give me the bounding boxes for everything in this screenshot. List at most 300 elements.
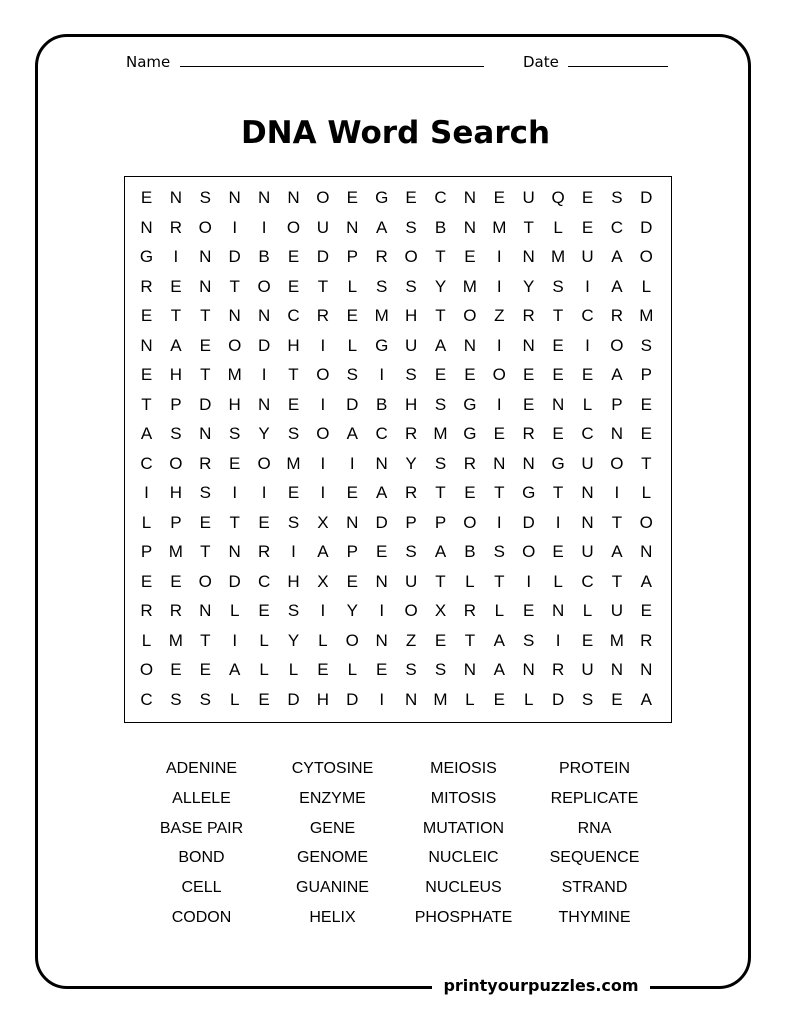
grid-letter: I: [320, 335, 326, 355]
grid-letter: N: [199, 601, 212, 620]
word-list-item: NUCLEUS: [425, 879, 502, 897]
grid-letter: L: [523, 689, 534, 709]
grid-letter: N: [140, 335, 153, 355]
grid-letter: S: [199, 188, 211, 207]
word-list-item: GENOME: [296, 849, 369, 867]
grid-letter: A: [611, 365, 623, 384]
grid-letter: G: [375, 335, 389, 355]
grid-letter: C: [287, 306, 300, 325]
grid-letter: E: [552, 424, 564, 443]
grid-letter: A: [434, 335, 447, 355]
word-list-item: RNA: [577, 819, 612, 837]
grid-letter: T: [552, 306, 564, 325]
page-title: DNA Word Search: [240, 115, 551, 151]
grid-letter: I: [496, 335, 502, 355]
grid-letter: I: [496, 394, 502, 414]
grid-letter: D: [346, 689, 359, 709]
grid-letter: O: [492, 365, 506, 384]
grid-letter: T: [611, 571, 623, 591]
grid-letter: B: [434, 217, 447, 237]
grid-letter: H: [404, 306, 418, 325]
grid-letter: L: [641, 483, 652, 502]
grid-letter: O: [316, 188, 330, 207]
grid-letter: E: [493, 424, 505, 443]
grid-letter: N: [375, 453, 388, 473]
grid-letter: N: [199, 424, 212, 443]
grid-letter: A: [611, 542, 623, 561]
grid-letter: T: [317, 276, 329, 296]
grid-letter: O: [139, 660, 154, 679]
grid-letter: I: [320, 394, 326, 414]
grid-letter: G: [522, 483, 536, 502]
grid-letter: T: [200, 630, 211, 650]
word-list-item: HELIX: [309, 909, 356, 926]
grid-letter: E: [229, 453, 241, 473]
grid-letter: L: [494, 601, 505, 620]
grid-letter: P: [434, 512, 447, 532]
grid-letter: E: [581, 365, 594, 384]
grid-letter: N: [375, 630, 388, 650]
grid-letter: Z: [405, 630, 417, 650]
grid-letter: N: [463, 217, 477, 237]
grid-letter: R: [140, 276, 153, 296]
grid-letter: I: [144, 483, 149, 502]
grid-letter: G: [375, 188, 389, 207]
grid-letter: N: [404, 689, 418, 709]
grid-letter: E: [464, 483, 476, 502]
grid-letter: T: [552, 483, 564, 502]
grid-letter: N: [228, 542, 241, 561]
grid-letter: C: [581, 424, 594, 443]
grid-letter: S: [611, 188, 623, 207]
grid-letter: I: [349, 453, 355, 473]
grid-letter: I: [320, 453, 326, 473]
grid-letter: P: [140, 542, 153, 561]
grid-letter: E: [376, 660, 388, 679]
grid-letter: E: [170, 571, 182, 591]
grid-letter: O: [404, 601, 418, 620]
grid-letter: E: [287, 483, 300, 502]
grid-letter: R: [169, 217, 183, 237]
grid-letter: A: [140, 424, 153, 443]
grid-letter: B: [464, 542, 476, 561]
footer-line-right: [652, 986, 692, 988]
grid-letter: E: [434, 365, 447, 384]
grid-letter: R: [199, 453, 212, 473]
grid-letter: S: [405, 660, 417, 679]
grid-letter: R: [404, 424, 418, 443]
grid-letter: E: [258, 689, 270, 709]
grid-letter: S: [287, 424, 300, 443]
grid-letter: D: [199, 394, 212, 414]
grid-letter: D: [316, 247, 330, 266]
grid-letter: C: [257, 571, 271, 591]
grid-row: [125, 450, 671, 478]
grid-letter: G: [463, 424, 477, 443]
grid-letter: N: [257, 306, 271, 325]
grid-letter: R: [257, 542, 271, 561]
grid-letter: M: [286, 453, 301, 473]
word-list-item: MUTATION: [422, 819, 505, 837]
grid-letter: E: [434, 630, 447, 650]
grid-letter: H: [287, 335, 300, 355]
grid-letter: E: [581, 217, 594, 237]
grid-row: [125, 361, 671, 389]
grid-letter: E: [640, 424, 652, 443]
grid-letter: E: [140, 571, 153, 591]
grid-letter: N: [581, 483, 594, 502]
grid-letter: I: [261, 217, 267, 237]
grid-letter: L: [347, 335, 358, 355]
grid-letter: S: [493, 542, 505, 561]
grid-letter: R: [463, 453, 477, 473]
grid-letter: A: [317, 542, 329, 561]
grid-letter: E: [287, 394, 300, 414]
grid-letter: P: [170, 394, 182, 414]
word-list-item: GENE: [309, 819, 356, 837]
grid-letter: O: [286, 217, 301, 237]
grid-letter: E: [581, 630, 594, 650]
grid-letter: T: [494, 483, 505, 502]
grid-letter: E: [258, 512, 270, 532]
grid-letter: S: [523, 630, 535, 650]
grid-letter: Y: [287, 630, 300, 650]
grid-letter: O: [404, 247, 418, 266]
grid-letter: E: [640, 601, 652, 620]
grid-letter: E: [317, 660, 329, 679]
grid-letter: D: [346, 394, 359, 414]
grid-letter: E: [523, 394, 535, 414]
grid-letter: D: [228, 247, 241, 266]
grid-letter: A: [170, 335, 182, 355]
grid-letter: A: [376, 217, 388, 237]
grid-letter: H: [316, 689, 330, 709]
grid-letter: R: [140, 601, 153, 620]
grid-row: [125, 686, 671, 714]
grid-letter: Y: [346, 601, 358, 620]
grid-letter: Z: [494, 306, 505, 325]
grid-row: [125, 243, 671, 271]
grid-letter: U: [404, 335, 418, 355]
grid-letter: C: [140, 689, 153, 709]
grid-letter: U: [610, 601, 624, 620]
grid-letter: E: [287, 276, 300, 296]
grid-letter: T: [523, 217, 534, 237]
grid-letter: T: [464, 630, 476, 650]
grid-letter: D: [375, 512, 388, 532]
grid-letter: I: [320, 483, 326, 502]
grid-letter: M: [492, 217, 507, 237]
grid-row: [125, 538, 671, 566]
grid-letter: E: [493, 689, 505, 709]
grid-letter: A: [434, 542, 447, 561]
word-list-item: NUCLEIC: [428, 849, 499, 867]
grid-letter: N: [610, 424, 624, 443]
grid-letter: E: [376, 542, 388, 561]
grid-letter: E: [464, 365, 476, 384]
grid-letter: E: [346, 306, 358, 325]
grid-letter: M: [374, 306, 389, 325]
grid-letter: E: [581, 188, 594, 207]
grid-letter: U: [581, 542, 594, 561]
grid-letter: N: [551, 394, 565, 414]
grid-letter: E: [346, 188, 358, 207]
grid-letter: E: [346, 483, 358, 502]
grid-letter: P: [405, 512, 417, 532]
grid-letter: I: [173, 247, 179, 266]
grid-letter: S: [170, 689, 182, 709]
grid-letter: O: [522, 542, 536, 561]
grid-letter: L: [141, 630, 152, 650]
grid-letter: O: [257, 453, 271, 473]
grid-letter: R: [169, 601, 183, 620]
grid-letter: U: [581, 247, 594, 266]
grid-letter: N: [522, 247, 535, 266]
grid-letter: L: [259, 630, 269, 650]
grid-letter: I: [261, 483, 267, 502]
grid-letter: M: [168, 630, 183, 650]
grid-letter: A: [376, 483, 388, 502]
grid-letter: I: [555, 512, 561, 532]
grid-letter: D: [551, 689, 565, 709]
grid-letter: T: [200, 542, 211, 561]
grid-letter: R: [522, 306, 535, 325]
grid-letter: G: [463, 394, 477, 414]
word-list-item: ENZYME: [299, 789, 366, 807]
grid-letter: T: [170, 306, 182, 325]
grid-letter: A: [611, 247, 623, 266]
word-list: [136, 756, 660, 936]
grid-letter: N: [375, 571, 388, 591]
grid-letter: I: [496, 276, 502, 296]
grid-letter: T: [435, 306, 446, 325]
grid-row: [125, 420, 671, 448]
grid-letter: O: [198, 571, 212, 591]
word-list-item: GUANINE: [296, 879, 369, 897]
grid-letter: I: [232, 483, 238, 502]
grid-letter: T: [641, 453, 652, 473]
grid-row: [125, 302, 671, 330]
grid-letter: R: [316, 306, 330, 325]
word-list-item: ALLELE: [172, 789, 231, 807]
grid-row: [125, 568, 671, 596]
grid-letter: E: [346, 571, 358, 591]
grid-letter: Q: [551, 188, 565, 207]
date-line: [568, 66, 668, 67]
grid-letter: N: [522, 453, 535, 473]
grid-letter: M: [551, 247, 566, 266]
grid-letter: L: [465, 689, 475, 709]
grid-letter: E: [170, 276, 182, 296]
grid-letter: D: [640, 217, 653, 237]
grid-letter: S: [287, 512, 300, 532]
word-list-item: BASE PAIR: [159, 819, 244, 837]
grid-letter: L: [141, 512, 152, 532]
name-label: Name: [126, 53, 171, 71]
grid-letter: I: [496, 247, 502, 266]
grid-letter: L: [259, 660, 269, 679]
word-list-item: CODON: [171, 909, 232, 926]
grid-letter: M: [227, 365, 242, 384]
word-list-item: PHOSPHATE: [414, 909, 513, 926]
grid-letter: D: [522, 512, 535, 532]
grid-letter: E: [523, 601, 535, 620]
grid-letter: X: [434, 601, 447, 620]
grid-letter: C: [375, 424, 388, 443]
grid-letter: I: [379, 689, 385, 709]
grid-letter: Y: [434, 276, 447, 296]
grid-letter: E: [199, 512, 211, 532]
grid-letter: S: [434, 394, 447, 414]
grid-letter: I: [320, 601, 326, 620]
grid-letter: E: [199, 335, 211, 355]
grid-letter: E: [552, 542, 564, 561]
grid-letter: L: [553, 571, 563, 591]
grid-letter: C: [581, 571, 594, 591]
grid-letter: N: [493, 453, 506, 473]
grid-letter: S: [199, 689, 211, 709]
grid-letter: S: [199, 483, 211, 502]
grid-letter: R: [610, 306, 624, 325]
grid-letter: O: [169, 453, 183, 473]
grid-letter: N: [346, 217, 359, 237]
grid-letter: D: [287, 689, 300, 709]
grid-letter: I: [379, 601, 385, 620]
grid-row: [125, 214, 671, 242]
grid-letter: L: [318, 630, 328, 650]
grid-letter: O: [198, 217, 212, 237]
word-list-item: CYTOSINE: [291, 760, 374, 777]
grid-letter: T: [200, 365, 211, 384]
grid-letter: N: [581, 512, 594, 532]
word-list-item: SEQUENCE: [549, 849, 640, 867]
grid-letter: L: [229, 689, 240, 709]
grid-letter: X: [317, 512, 329, 532]
grid-row: [125, 184, 671, 212]
grid-letter: T: [200, 306, 211, 325]
grid-letter: S: [346, 365, 358, 384]
footer-line-left: [200, 986, 420, 988]
grid-letter: U: [522, 188, 535, 207]
grid-letter: I: [585, 335, 590, 355]
grid-letter: L: [288, 660, 299, 679]
word-list-item: THYMINE: [558, 909, 631, 926]
grid-letter: T: [494, 571, 505, 591]
grid-letter: R: [375, 247, 388, 266]
grid-letter: S: [170, 424, 182, 443]
grid-letter: A: [229, 660, 241, 679]
grid-letter: O: [610, 453, 624, 473]
grid-letter: P: [611, 394, 623, 414]
grid-letter: I: [291, 542, 296, 561]
grid-letter: X: [317, 571, 329, 591]
grid-letter: U: [581, 453, 594, 473]
grid-row: [125, 656, 671, 684]
date-label: Date: [523, 53, 559, 71]
grid-letter: N: [257, 394, 271, 414]
grid-letter: E: [523, 365, 535, 384]
grid-letter: I: [379, 365, 385, 384]
grid-letter: L: [347, 660, 358, 679]
grid-row: [125, 332, 671, 360]
grid-letter: N: [463, 188, 477, 207]
grid-letter: T: [141, 394, 152, 414]
grid-letter: N: [522, 335, 535, 355]
grid-letter: G: [139, 247, 154, 266]
grid-letter: H: [169, 365, 183, 384]
word-list-item: MEIOSIS: [430, 760, 497, 777]
grid-letter: Y: [258, 424, 270, 443]
grid-letter: N: [463, 660, 477, 679]
grid-letter: N: [257, 188, 271, 207]
grid-letter: N: [346, 512, 359, 532]
grid-letter: O: [463, 306, 477, 325]
grid-letter: T: [435, 247, 446, 266]
grid-letter: R: [640, 630, 653, 650]
grid-letter: S: [434, 453, 447, 473]
grid-letter: I: [526, 571, 532, 591]
grid-letter: M: [639, 306, 654, 325]
grid-letter: H: [404, 394, 418, 414]
grid-letter: E: [640, 394, 652, 414]
grid-letter: E: [140, 188, 153, 207]
grid-letter: O: [316, 365, 330, 384]
grid-letter: D: [257, 335, 271, 355]
letter-grid: [124, 176, 672, 723]
grid-letter: I: [232, 217, 238, 237]
grid-letter: E: [493, 188, 505, 207]
grid-letter: N: [199, 276, 212, 296]
grid-letter: I: [555, 630, 561, 650]
grid-letter: I: [585, 276, 590, 296]
word-list-item: ADENINE: [165, 760, 238, 777]
grid-letter: N: [228, 188, 241, 207]
grid-letter: E: [199, 660, 211, 679]
grid-letter: N: [140, 217, 153, 237]
word-list-item: PROTEIN: [558, 760, 631, 777]
grid-letter: O: [228, 335, 242, 355]
grid-letter: A: [640, 689, 652, 709]
grid-letter: M: [609, 630, 624, 650]
grid-letter: N: [169, 188, 183, 207]
grid-letter: E: [287, 247, 300, 266]
grid-letter: C: [581, 306, 594, 325]
grid-letter: R: [522, 424, 535, 443]
grid-letter: L: [347, 276, 358, 296]
grid-letter: T: [435, 571, 446, 591]
grid-letter: U: [404, 571, 418, 591]
grid-letter: P: [170, 512, 182, 532]
grid-letter: E: [552, 335, 564, 355]
grid-letter: S: [434, 660, 447, 679]
grid-letter: I: [496, 512, 502, 532]
grid-letter: O: [463, 512, 477, 532]
grid-letter: R: [463, 601, 477, 620]
grid-letter: E: [140, 365, 153, 384]
grid-letter: O: [610, 335, 624, 355]
grid-letter: S: [405, 365, 417, 384]
grid-letter: A: [346, 424, 358, 443]
grid-letter: T: [288, 365, 299, 384]
grid-letter: S: [287, 601, 300, 620]
grid-letter: E: [552, 365, 564, 384]
name-line: [180, 66, 484, 67]
grid-letter: M: [168, 542, 183, 561]
grid-letter: N: [522, 660, 535, 679]
grid-letter: H: [228, 394, 241, 414]
grid-letter: B: [376, 394, 388, 414]
grid-letter: S: [552, 276, 564, 296]
